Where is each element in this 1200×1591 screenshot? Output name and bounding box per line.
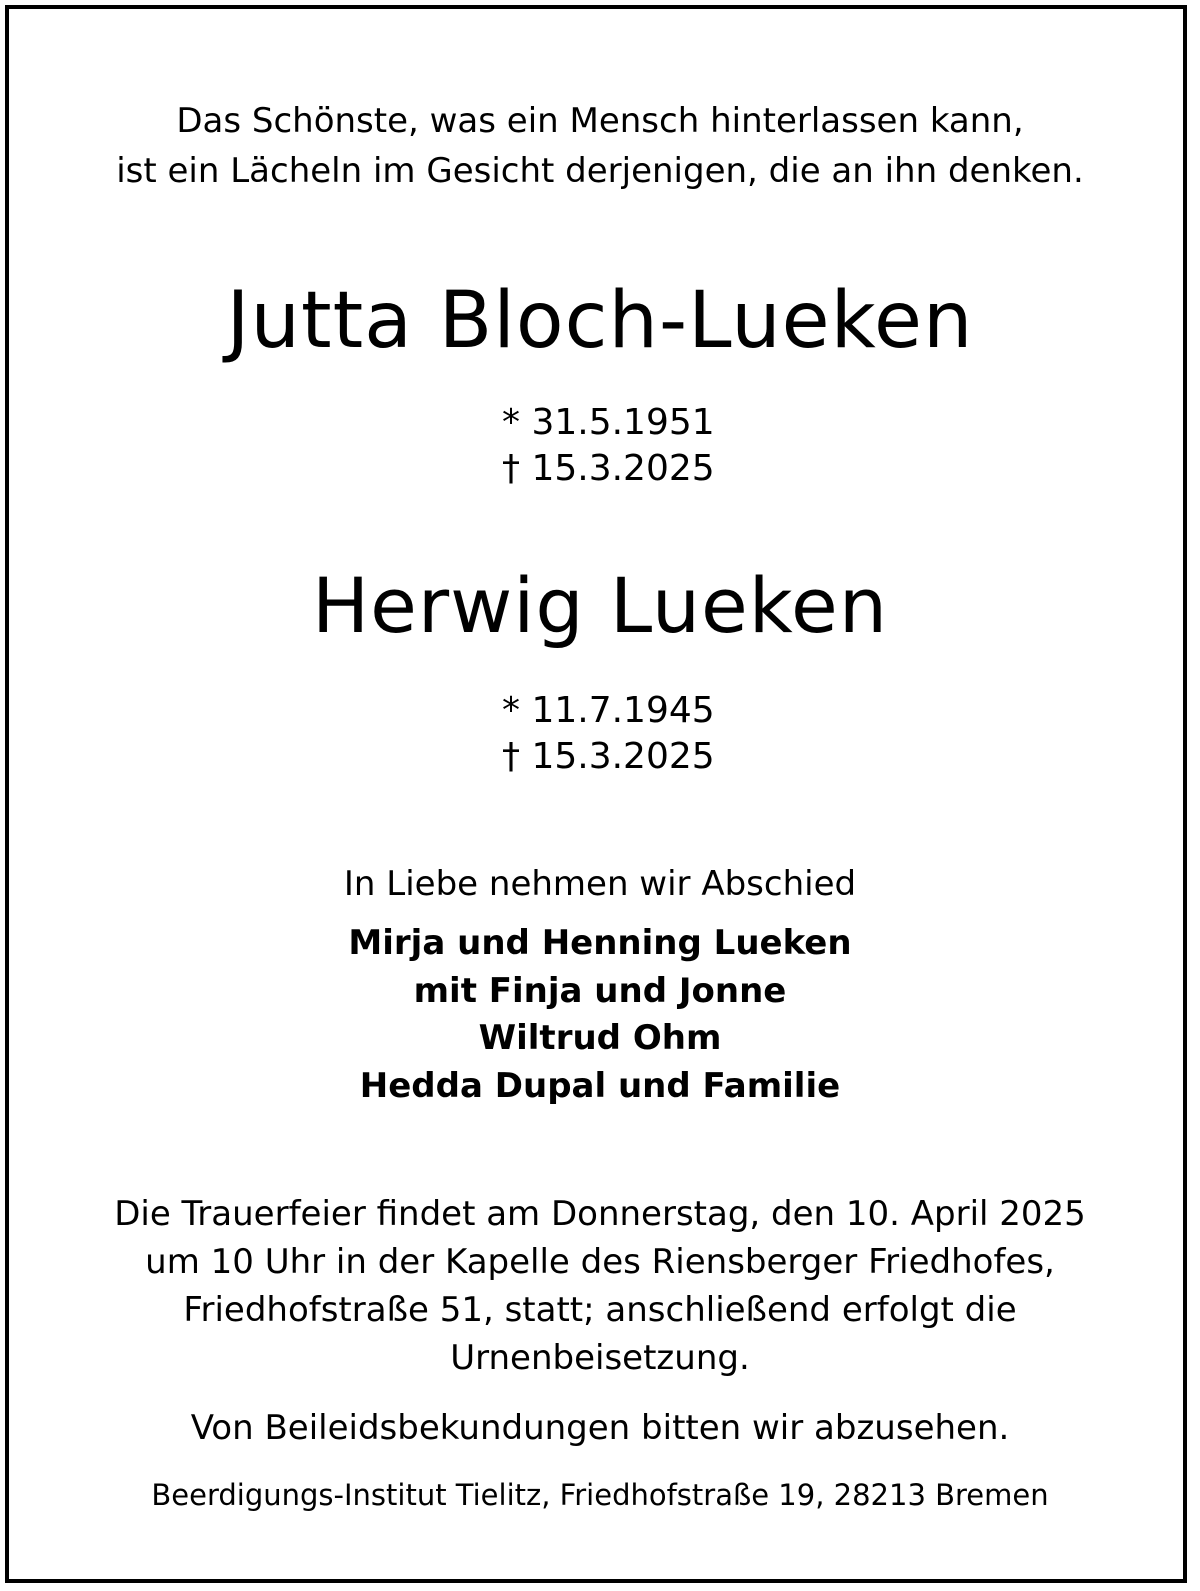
funeral-home-footer: Beerdigungs-Institut Tielitz, Friedhofstraße 19, 28213 Bremen [151, 1478, 1049, 1512]
service-line-3: Friedhofstraße 51, statt; anschließend erfolgt die [183, 1290, 1017, 1330]
condolence-note: Von Beileidsbekundungen bitten wir abzusehen. [190, 1408, 1010, 1448]
mourner-line: Wiltrud Ohm [478, 1018, 722, 1058]
mourner-line: Mirja und Henning Lueken [348, 923, 852, 963]
death-date-2: † 15.3.2025 [502, 736, 715, 777]
quote-line-2: ist ein Lächeln im Gesicht derjenigen, die an ihn denken. [116, 151, 1084, 191]
death-date-1: † 15.3.2025 [502, 448, 715, 489]
service-line-4: Urnenbeisetzung. [450, 1338, 750, 1378]
birth-date-2: * 11.7.1945 [502, 690, 715, 731]
deceased-name-1: Jutta Bloch-Lueken [226, 276, 974, 366]
service-line-2: um 10 Uhr in der Kapelle des Riensberger Friedhofes, [145, 1242, 1055, 1282]
mourner-line: Hedda Dupal und Familie [359, 1066, 841, 1106]
farewell-intro: In Liebe nehmen wir Abschied [343, 864, 857, 904]
mourner-line: mit Finja und Jonne [413, 971, 787, 1011]
quote-line-1: Das Schönste, was ein Mensch hinterlassen kann, [176, 101, 1024, 141]
deceased-name-2: Herwig Lueken [312, 561, 888, 650]
service-line-1: Die Trauerfeier findet am Donnerstag, den 10. April 2025 [114, 1194, 1086, 1234]
birth-date-1: * 31.5.1951 [502, 402, 715, 443]
